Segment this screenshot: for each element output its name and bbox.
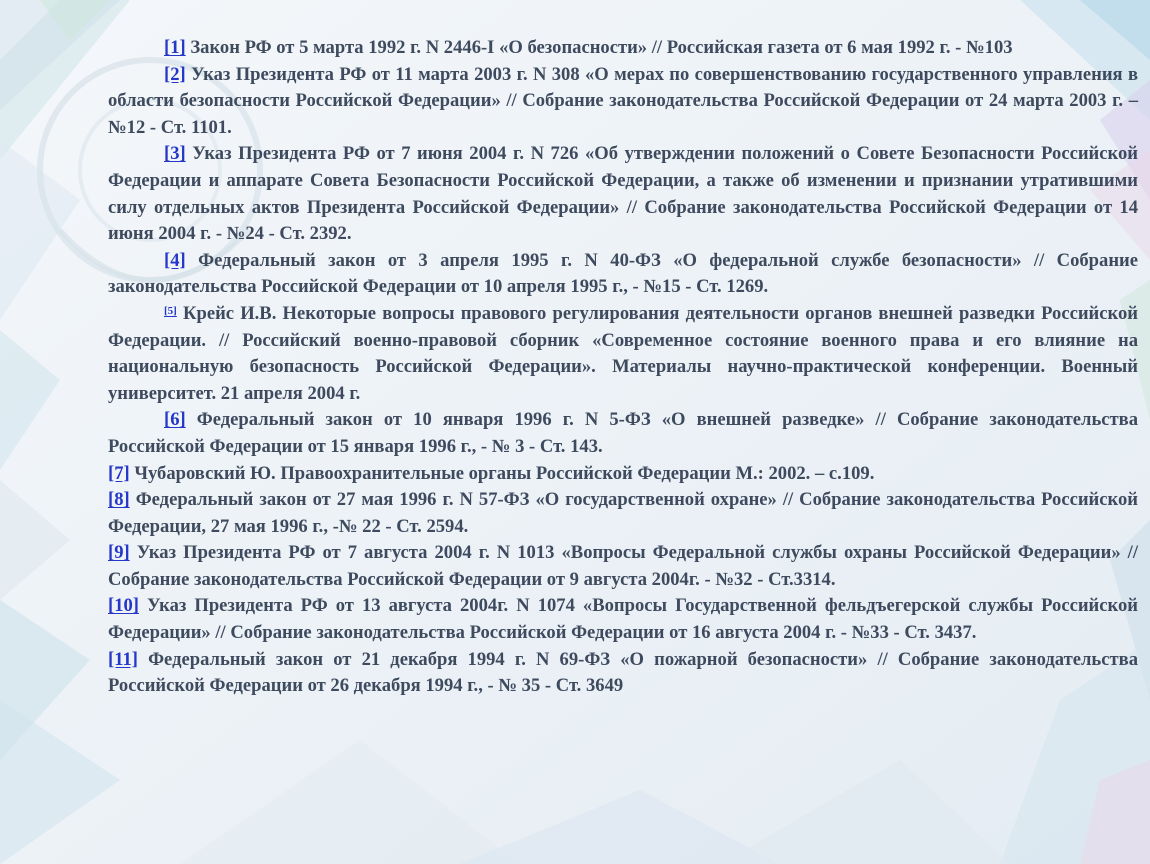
footnote-link[interactable]: [9] bbox=[108, 542, 130, 564]
reference-text: Указ Президента РФ от 13 августа 2004г. N 1074 «Вопросы Государственной фельдъегерской службы Российской Федерации» // Собрание законодательства Российской Федерации от 16 августа 2004 г. - №33 - Ст. 3437. bbox=[108, 595, 1138, 644]
reference-item bbox=[108, 461, 1138, 488]
reference-item bbox=[108, 301, 1138, 407]
footnote-link[interactable]: [1] bbox=[164, 37, 186, 58]
footnote-link[interactable]: [7] bbox=[108, 462, 130, 484]
footnote-link[interactable]: [11] bbox=[108, 648, 138, 670]
reference-item bbox=[108, 407, 1138, 460]
reference-item bbox=[108, 248, 1138, 301]
reference-item bbox=[108, 540, 1138, 593]
reference-text: Федеральный закон от 27 мая 1996 г. N 57-ФЗ «О государственной охране» // Собрание законодательства Российской Федерации, 27 мая 1996 г., -№ 22 - Ст. 2594. bbox=[108, 489, 1138, 537]
reference-item bbox=[108, 35, 1138, 62]
reference-item bbox=[108, 141, 1138, 247]
reference-text: Указ Президента РФ от 7 июня 2004 г. N 726 «Об утверждении положений о Совете Безопасности Российской Федерации и аппарате Совета Безопасности Российской Федерации, а также об изменении и признании утратившими силу отдельных актов Президента Российской Федерации» // Собрание законодательства Российской Федерации от 14 июня 2004 г. - №24 - Ст. 2392. bbox=[108, 143, 1138, 245]
reference-text: Крейс И.В. Некоторые вопросы правового регулирования деятельности органов внешней разведки Российской Федерации. // Российский военно-правовой сборник «Современное состояние военного права и его влияние на национальную безопасность Российской Федерации». Материалы научно-практической конференции. Военный университет. 21 апреля 2004 г. bbox=[108, 302, 1138, 404]
footnote-link[interactable]: [3] bbox=[164, 143, 186, 165]
reference-text: Федеральный закон от 21 декабря 1994 г. N 69-ФЗ «О пожарной безопасности» // Собрание законодательства Российской Федерации от 26 декабря 1994 г., - № 35 - Ст. 3649 bbox=[108, 648, 1138, 697]
footnote-link[interactable]: [5] bbox=[164, 304, 177, 317]
footnote-link[interactable]: [2] bbox=[164, 63, 186, 85]
reference-text: Федеральный закон от 10 января 1996 г. N 5-ФЗ «О внешней разведке» // Собрание законодательства Российской Федерации от 15 января 1996 г., - № 3 - Ст. 143. bbox=[108, 409, 1138, 457]
footnote-link[interactable]: [6] bbox=[164, 409, 186, 431]
reference-text: Указ Президента РФ от 7 августа 2004 г. N 1013 «Вопросы Федеральной службы охраны Российской Федерации» // Собрание законодательства Российской Федерации от 9 августа 2004г. - №32 - Ст.3314. bbox=[108, 542, 1138, 590]
references-list bbox=[108, 35, 1138, 700]
footnote-link[interactable]: [10] bbox=[108, 595, 139, 617]
footnote-link[interactable]: [4] bbox=[164, 249, 186, 271]
reference-item bbox=[108, 487, 1138, 540]
reference-text: Закон РФ от 5 марта 1992 г. N 2446-I «О безопасности» // Российская газета от 6 мая 1992 г. - №103 bbox=[185, 37, 1013, 58]
reference-item bbox=[108, 647, 1138, 700]
reference-text: Федеральный закон от 3 апреля 1995 г. N 40-ФЗ «О федеральной службе безопасности» // Собрание законодательства Российской Федерации от 10 апреля 1995 г., - №15 - Ст. 1269. bbox=[108, 249, 1138, 298]
reference-text: Указ Президента РФ от 11 марта 2003 г. N 308 «О мерах по совершенствованию государственного управления в области безопасности Российской Федерации» // Собрание законодательства Российской Федерации от 24 марта 2003 г. – №12 - Ст. 1101. bbox=[108, 63, 1138, 138]
reference-item bbox=[108, 593, 1138, 646]
footnote-link[interactable]: [8] bbox=[108, 489, 130, 511]
reference-item bbox=[108, 62, 1138, 142]
reference-text: Чубаровский Ю. Правоохранительные органы Российской Федерации М.: 2002. – с.109. bbox=[129, 462, 875, 484]
